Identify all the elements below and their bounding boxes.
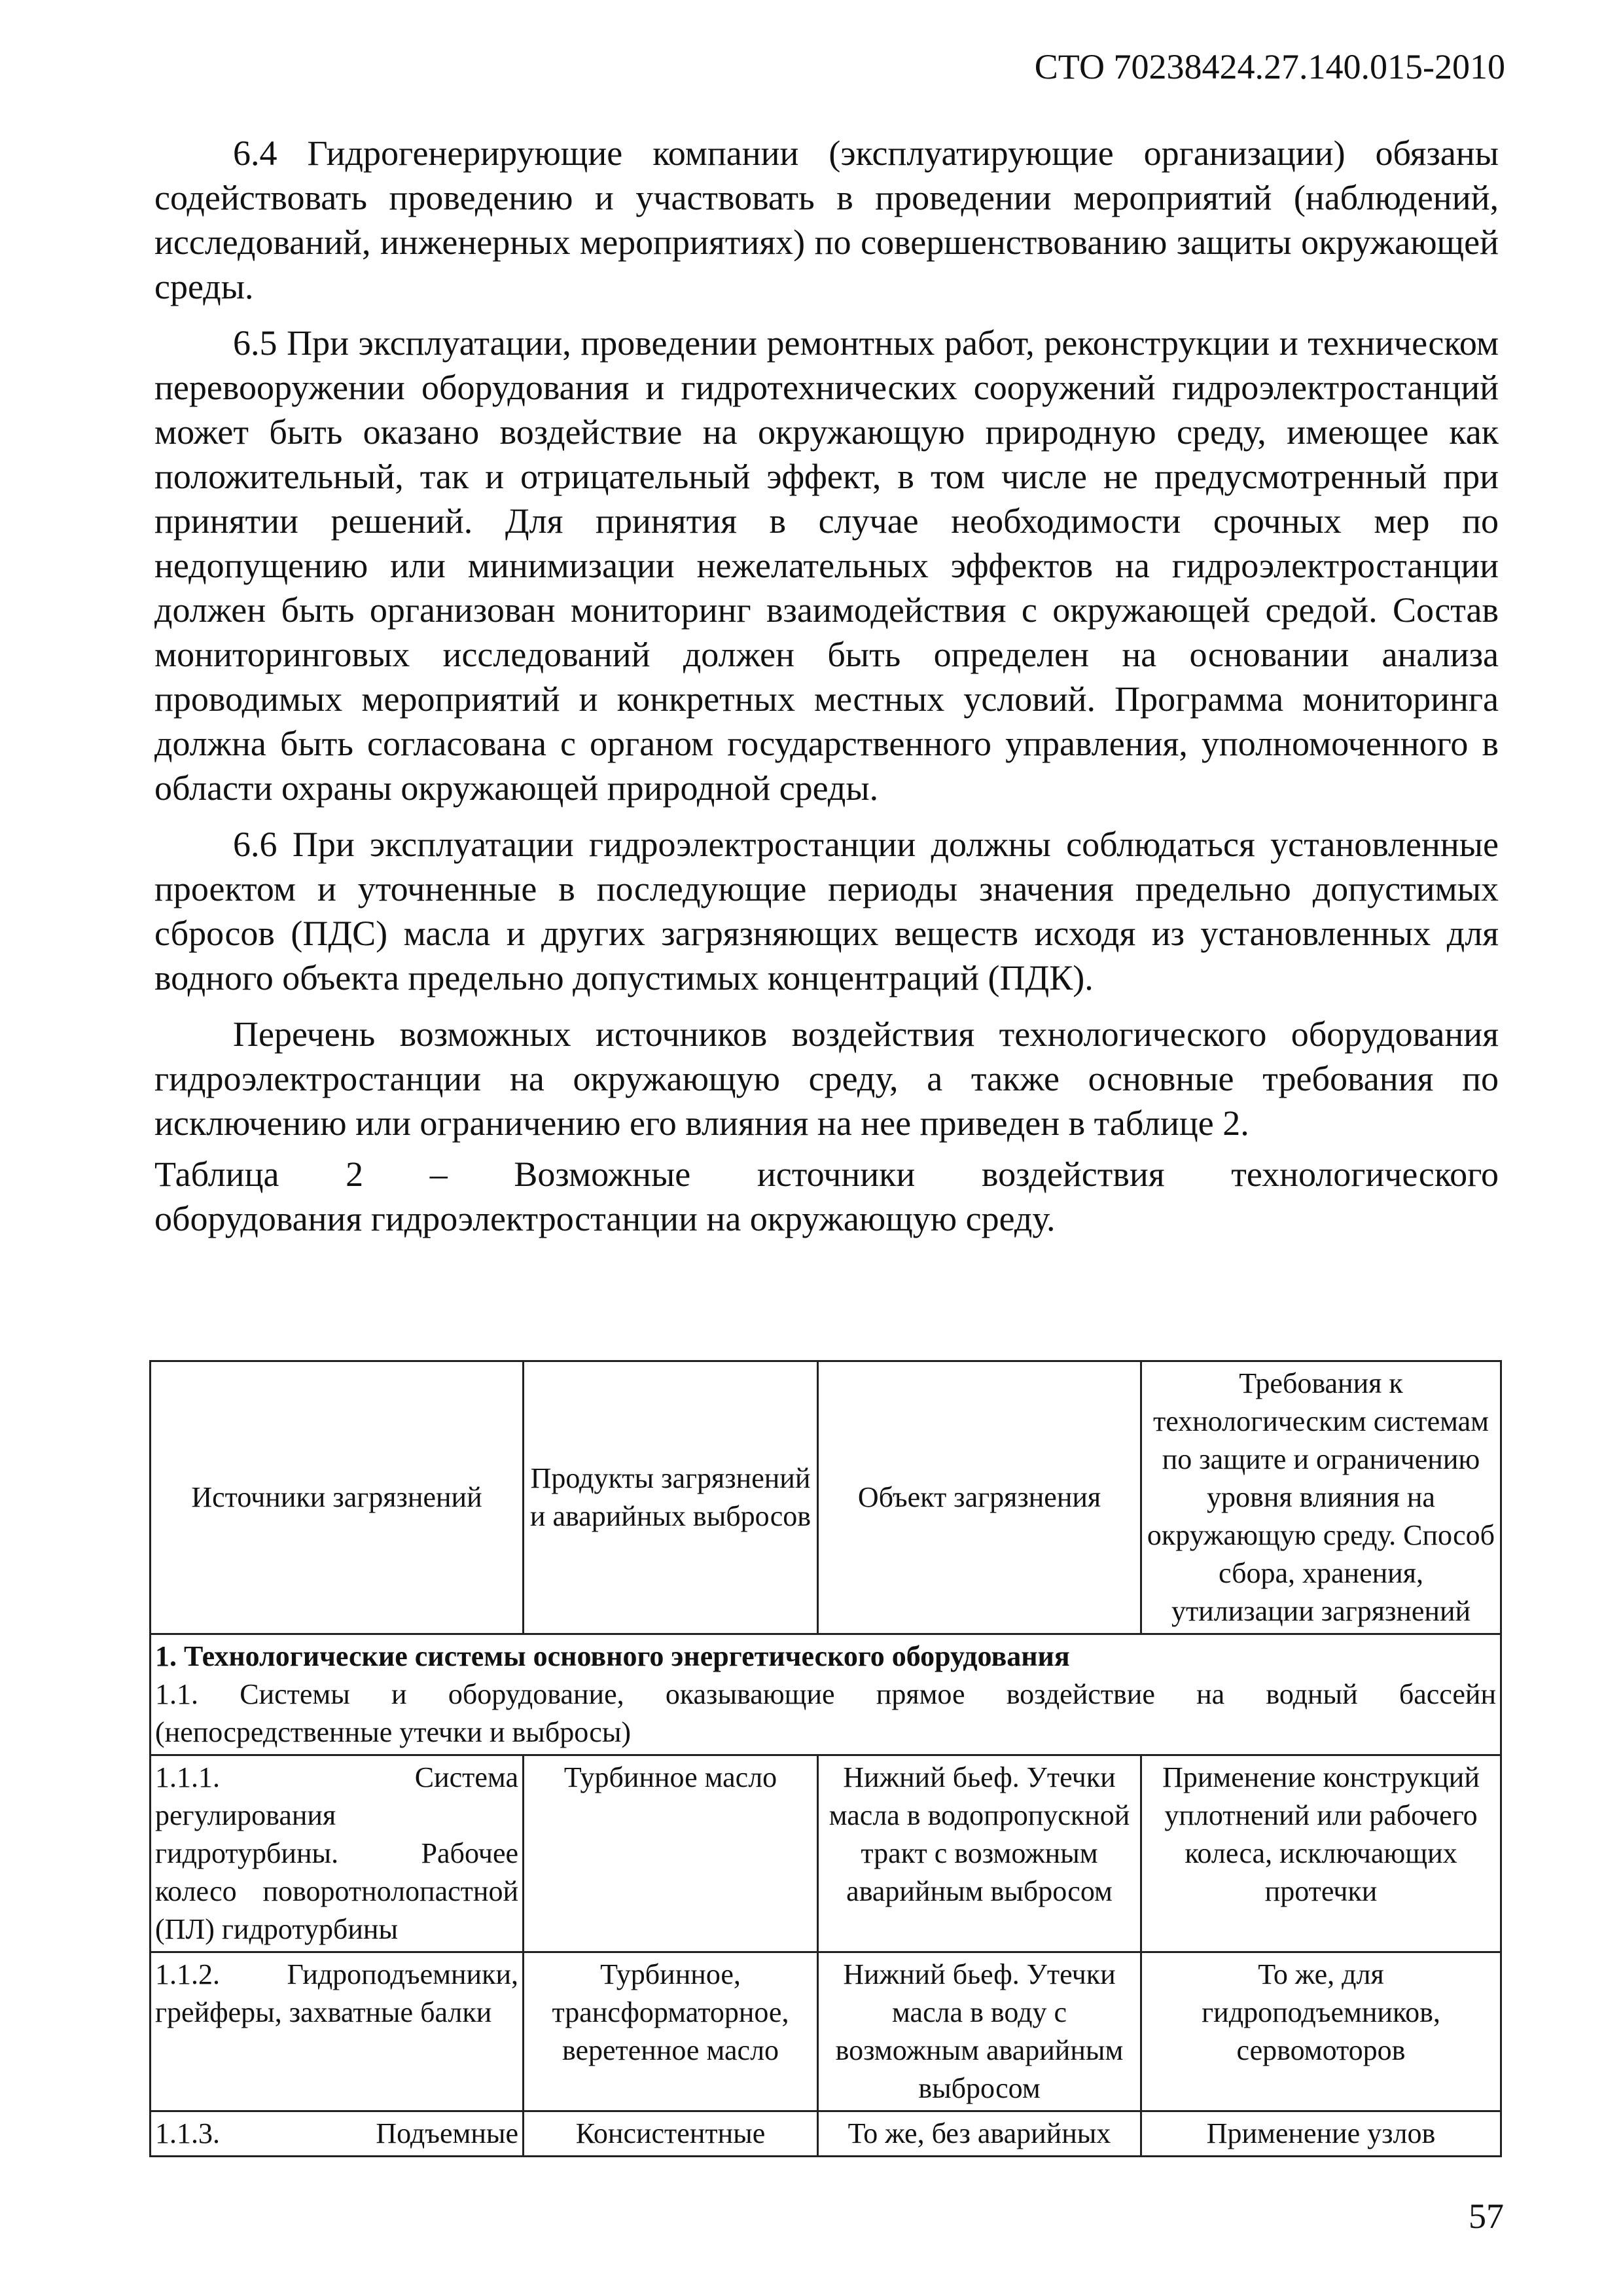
header-requirements: Требования к технологическим системам по защите и ограничению уровня влияния на окружающую среду. Способ сбора, хранения, утилизации загрязнений xyxy=(1141,1361,1501,1634)
paragraph-6-4: 6.4 Гидрогенерирующие компании (эксплуатирующие организации) обязаны содействовать проведению и участвовать в проведении мероприятий (наблюдений, исследований, инженерных мероприятиях) по совершенствованию защиты окружающей среды. xyxy=(154,134,1499,306)
table-caption-line-2: оборудования гидроэлектростанции на окружающую среду. xyxy=(154,1199,1056,1238)
body-text xyxy=(154,131,1499,1241)
paragraph-6-5: 6.5 При эксплуатации, проведении ремонтных работ, реконструкции и техническом перевооружении оборудования и гидротехнических сооружений гидроэлектростанций может быть оказано воздействие на окружающую природную среду, имеющее как положительный, так и отрицательный эффект, в том числе не предусмотренный при принятии решений. Для принятия в случае необходимости срочных мер по недопущению или минимизации нежелательных эффектов на гидроэлектростанции должен быть организован мониторинг взаимодействия с окружающей средой. Состав мониторинговых исследований должен быть определен на основании анализа проводимых мероприятий и конкретных местных условий. Программа мониторинга должна быть согласована с органом государственного управления, уполномоченного в области охраны окружающей природной среды. xyxy=(154,323,1499,808)
page-number: 57 xyxy=(1469,2197,1504,2236)
table-row xyxy=(151,2111,1501,2157)
table-section-row xyxy=(151,1634,1501,1755)
section-cell xyxy=(151,1634,1501,1755)
subsection-title-line-2: (непосредственные утечки и выбросы) xyxy=(155,1716,632,1748)
row-1-source: 1.1.1. Система регулирования гидротурбины. Рабочее колесо поворотнолопастной (ПЛ) гидротурбины xyxy=(151,1755,524,1952)
header-sources: Источники загрязнений xyxy=(151,1361,524,1634)
table-header-row xyxy=(151,1361,1501,1634)
row-1-object: Нижний бьеф. Утечки масла в водопропускной тракт с возможным аварийным выбросом xyxy=(818,1755,1141,1952)
row-1-requirement: Применение конструкций уплотнений или рабочего колеса, исключающих протечки xyxy=(1141,1755,1501,1952)
table-row xyxy=(151,1755,1501,1952)
document-code: СТО 70238424.27.140.015-2010 xyxy=(1034,47,1505,86)
header-object: Объект загрязнения xyxy=(818,1361,1141,1634)
table-caption-line-1: Таблица 2 – Возможные источники воздействия технологического xyxy=(154,1155,1499,1194)
pollution-sources-table xyxy=(149,1360,1502,2157)
row-1-product: Турбинное масло xyxy=(524,1755,818,1952)
row-3-object: То же, без аварийных xyxy=(818,2111,1141,2157)
row-2-object: Нижний бьеф. Утечки масла в воду с возможным аварийным выбросом xyxy=(818,1952,1141,2111)
header-products: Продукты загрязнений и аварийных выбросов xyxy=(524,1361,818,1634)
subsection-title-line-1: 1.1. Системы и оборудование, оказывающие прямое воздействие на водный бассейн xyxy=(155,1678,1496,1710)
row-3-requirement: Применение узлов xyxy=(1141,2111,1501,2157)
table-row xyxy=(151,1952,1501,2111)
row-3-source: 1.1.3. Подъемные xyxy=(151,2111,524,2157)
row-3-product: Консистентные xyxy=(524,2111,818,2157)
section-title: 1. Технологические системы основного энергетического оборудования xyxy=(155,1640,1070,1672)
row-2-product: Турбинное, трансформаторное, веретенное масло xyxy=(524,1952,818,2111)
row-2-requirement: То же, для гидроподъемников, сервомоторов xyxy=(1141,1952,1501,2111)
paragraph-list-intro: Перечень возможных источников воздействия технологического оборудования гидроэлектростанции на окружающую среду, а также основные требования по исключению или ограничению его влияния на нее приведен в таблице 2. xyxy=(154,1014,1499,1143)
row-2-source: 1.1.2. Гидроподъемники, грейферы, захватные балки xyxy=(151,1952,524,2111)
paragraph-6-6: 6.6 При эксплуатации гидроэлектростанции должны соблюдаться установленные проектом и уточненные в последующие периоды значения предельно допустимых сбросов (ПДС) масла и других загрязняющих веществ исходя из установленных для водного объекта предельно допустимых концентраций (ПДК). xyxy=(154,825,1499,997)
